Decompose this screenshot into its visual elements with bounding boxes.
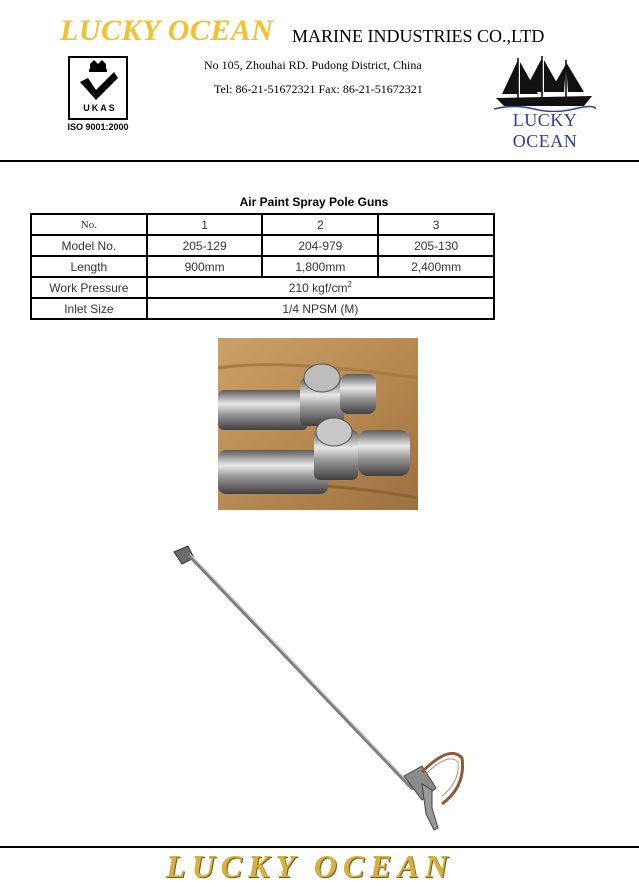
- sailing-ship-logo: [494, 54, 596, 151]
- ship-icon: [494, 54, 596, 112]
- ukas-certification-logo: [64, 56, 132, 136]
- swivel-joint-photo: [218, 338, 418, 510]
- inlet-cell: 1/4 NPSM (M): [147, 298, 494, 319]
- iso-label: ISO 9001:2000: [67, 122, 129, 132]
- table-row: [31, 235, 494, 256]
- ukas-badge: [68, 56, 128, 120]
- length-cell: 1,800mm: [262, 256, 378, 277]
- pressure-value: 210 kgf/cm: [288, 281, 348, 295]
- swivel-joint-image: [218, 338, 418, 510]
- brand-name: LUCKY OCEAN: [60, 14, 274, 47]
- spec-table: [30, 213, 495, 320]
- table-row: [31, 214, 494, 235]
- model-cell: 205-129: [147, 235, 263, 256]
- column-header: 3: [378, 214, 494, 235]
- footer-brand: LUCKY OCEAN: [166, 848, 454, 884]
- table-row: [31, 298, 494, 319]
- column-header: 2: [262, 214, 378, 235]
- length-cell: 900mm: [147, 256, 263, 277]
- pressure-label: Work Pressure: [31, 277, 147, 298]
- logo-text: LUCKY OCEAN: [512, 110, 578, 151]
- company-contact: Tel: 86-21-51672321 Fax: 86-21-51672321: [214, 82, 423, 96]
- table-row: [31, 256, 494, 277]
- column-header: 1: [147, 214, 263, 235]
- company-address: No 105, Zhouhai RD. Pudong District, China: [204, 58, 422, 72]
- length-label: Length: [31, 256, 147, 277]
- spray-pole-gun-image: [160, 538, 480, 838]
- ukas-label: UKAS: [83, 103, 117, 113]
- letterhead: [0, 0, 639, 160]
- company-name: MARINE INDUSTRIES CO.,LTD: [292, 26, 545, 46]
- crown-check-icon: [70, 58, 126, 102]
- model-cell: 204-979: [262, 235, 378, 256]
- pressure-cell: [147, 277, 494, 298]
- product-title: Air Paint Spray Pole Guns: [239, 195, 389, 209]
- model-label: Model No.: [31, 235, 147, 256]
- length-cell: 2,400mm: [378, 256, 494, 277]
- inlet-label: Inlet Size: [31, 298, 147, 319]
- table-row: [31, 277, 494, 298]
- pressure-exponent: 2: [347, 280, 352, 289]
- no-header: No.: [31, 214, 147, 235]
- spray-pole-gun-illustration: [160, 538, 480, 838]
- model-cell: 205-130: [378, 235, 494, 256]
- header-divider: [0, 160, 639, 162]
